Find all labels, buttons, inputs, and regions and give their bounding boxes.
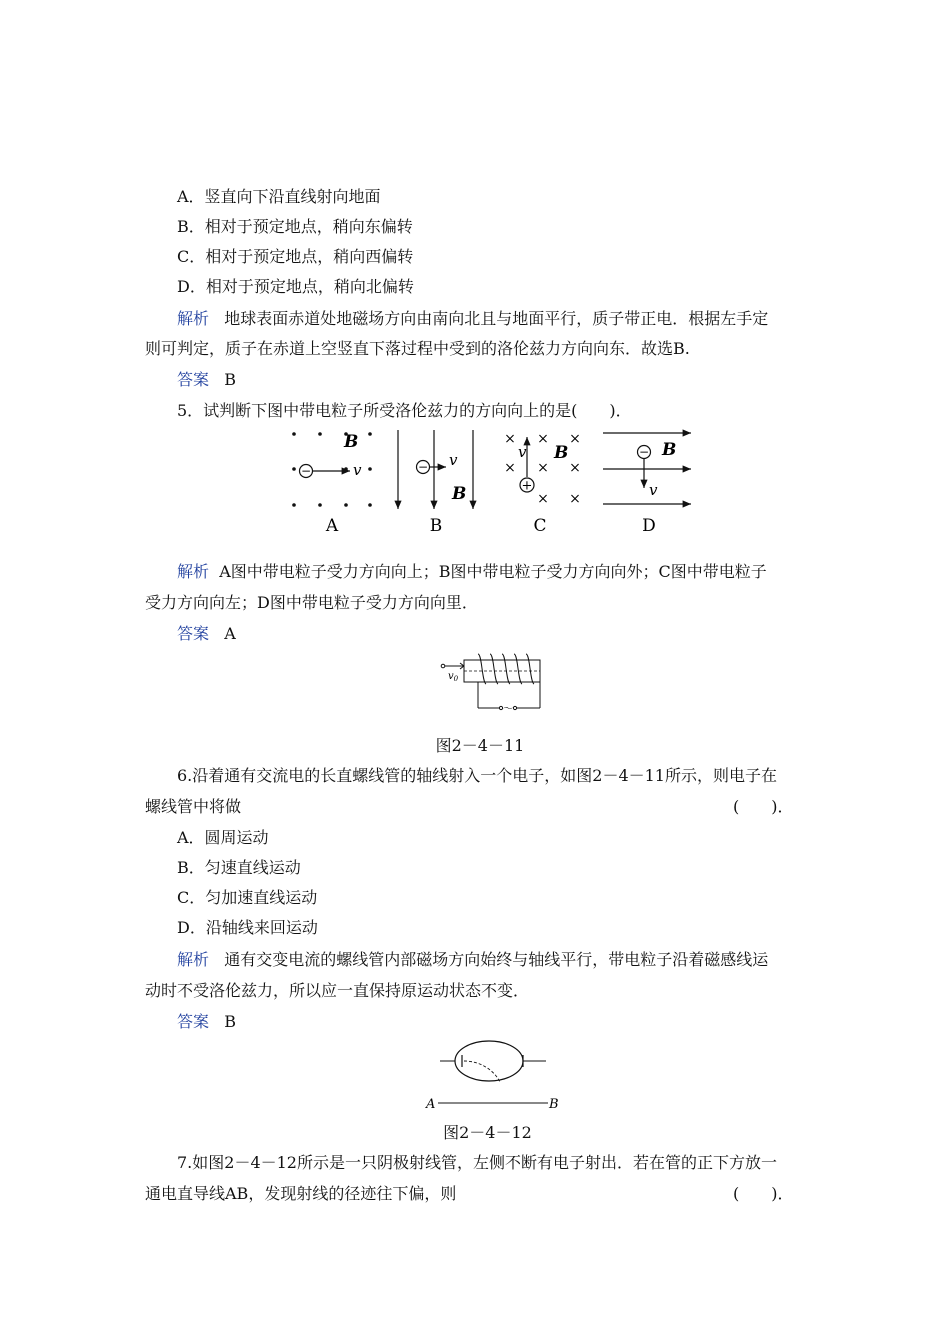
wire-label-a: A xyxy=(426,1097,436,1112)
panel-d-b-label: B xyxy=(662,440,677,460)
q5-analysis-line1 xyxy=(177,562,767,582)
q5-answer xyxy=(177,624,236,644)
q5-figure xyxy=(270,425,700,540)
beam-path xyxy=(464,1061,500,1082)
q6-option-a: A．圆周运动 xyxy=(177,828,269,847)
solenoid-figure xyxy=(438,650,543,718)
q4-analysis-line1 xyxy=(177,309,768,329)
q6-analysis-line1 xyxy=(177,950,768,970)
panel-a-v-label: v xyxy=(353,461,362,479)
svg-text:×: × xyxy=(537,491,549,507)
panel-a-b-label: B xyxy=(344,432,359,452)
ac-source-icon: ～ xyxy=(503,704,513,715)
panel-c-v-label: v xyxy=(518,443,527,461)
q6-stem-line1: 6.沿着通有交流电的长直螺线管的轴线射入一个电子，如图2－4－11所示，则电子在 xyxy=(177,766,777,785)
q5-analysis-line2: 受力方向向左；D图中带电粒子受力方向向里． xyxy=(145,593,478,612)
q4-option-a: A．竖直向下沿直线射向地面 xyxy=(177,187,381,206)
q5-stem: 5．试判断下图中带电粒子所受洛伦兹力的方向向上的是( )． xyxy=(177,401,632,420)
wire-label-b: B xyxy=(549,1097,559,1112)
panel-b-b-label: B xyxy=(452,484,467,504)
panel-c-field-crosses xyxy=(504,431,581,507)
svg-text:×: × xyxy=(537,431,549,447)
svg-text:×: × xyxy=(537,460,549,476)
answer-value: A xyxy=(224,624,236,643)
panel-b-label: B xyxy=(429,516,443,536)
panel-c-label: C xyxy=(533,516,547,536)
analysis-label: 解析 xyxy=(177,950,210,969)
q4-option-d: D．相对于预定地点，稍向北偏转 xyxy=(177,277,414,296)
q4-option-c: C．相对于预定地点，稍向西偏转 xyxy=(177,247,414,266)
figure-caption-2-4-11: 图2－4－11 xyxy=(435,736,525,755)
cathode-ray-tube-figure xyxy=(420,1036,562,1114)
panel-c-charge-sign: + xyxy=(521,478,533,494)
analysis-label: 解析 xyxy=(177,309,210,328)
svg-text:×: × xyxy=(504,460,516,476)
panel-d-label: D xyxy=(642,516,656,536)
svg-text:×: × xyxy=(569,431,581,447)
solenoid-coil xyxy=(478,654,534,684)
answer-value: B xyxy=(224,1012,237,1031)
q4-answer xyxy=(177,370,236,390)
q4-option-b: B．相对于预定地点，稍向东偏转 xyxy=(177,217,413,236)
q6-option-d: D．沿轴线来回运动 xyxy=(177,918,318,937)
analysis-text: A图中带电粒子受力方向向上；B图中带电粒子受力方向向外；C图中带电粒子 xyxy=(219,562,767,581)
panel-a-charge-sign: − xyxy=(300,464,312,478)
q4-analysis-line2: 则可判定，质子在赤道上空竖直下落过程中受到的洛伦兹力方向向东．故选B. xyxy=(145,339,690,358)
v0-label: $v_0$ xyxy=(448,671,459,683)
panel-a-label: A xyxy=(325,516,339,536)
analysis-label: 解析 xyxy=(177,562,210,581)
q6-stem-line2: 螺线管中将做 xyxy=(145,797,242,816)
panel-d-charge-sign: − xyxy=(638,445,650,459)
q7-answer-parentheses: ( )． xyxy=(733,1184,794,1203)
answer-label: 答案 xyxy=(177,624,210,643)
q7-stem-line2: 通电直导线AB，发现射线的径迹往下偏，则 xyxy=(145,1184,457,1203)
panel-b-v-label: v xyxy=(449,451,458,469)
svg-text:×: × xyxy=(504,431,516,447)
q6-answer-parentheses: ( )． xyxy=(733,797,794,816)
panel-b-charge-sign: − xyxy=(417,460,429,474)
q6-option-c: C．匀加速直线运动 xyxy=(177,888,318,907)
q7-stem-line1: 7.如图2－4－12所示是一只阴极射线管，左侧不断有电子射出．若在管的正下方放一 xyxy=(177,1153,777,1172)
q6-answer xyxy=(177,1012,236,1032)
answer-value: B xyxy=(224,370,237,389)
panel-d-v-label: v xyxy=(649,481,658,499)
analysis-text: 地球表面赤道处地磁场方向由南向北且与地面平行，质子带正电．根据左手定 xyxy=(224,309,769,328)
analysis-text: 通有交变电流的螺线管内部磁场方向始终与轴线平行，带电粒子沿着磁感线运 xyxy=(224,950,769,969)
electron-source-icon xyxy=(441,664,445,668)
svg-text:×: × xyxy=(569,491,581,507)
svg-text:×: × xyxy=(569,460,581,476)
figure-caption-2-4-12: 图2－4－12 xyxy=(443,1123,532,1142)
q6-analysis-line2: 动时不受洛伦兹力，所以应一直保持原运动状态不变． xyxy=(145,981,530,1000)
panel-c-b-label: B xyxy=(554,443,569,463)
answer-label: 答案 xyxy=(177,370,210,389)
answer-label: 答案 xyxy=(177,1012,210,1031)
q6-option-b: B．匀速直线运动 xyxy=(177,858,301,877)
